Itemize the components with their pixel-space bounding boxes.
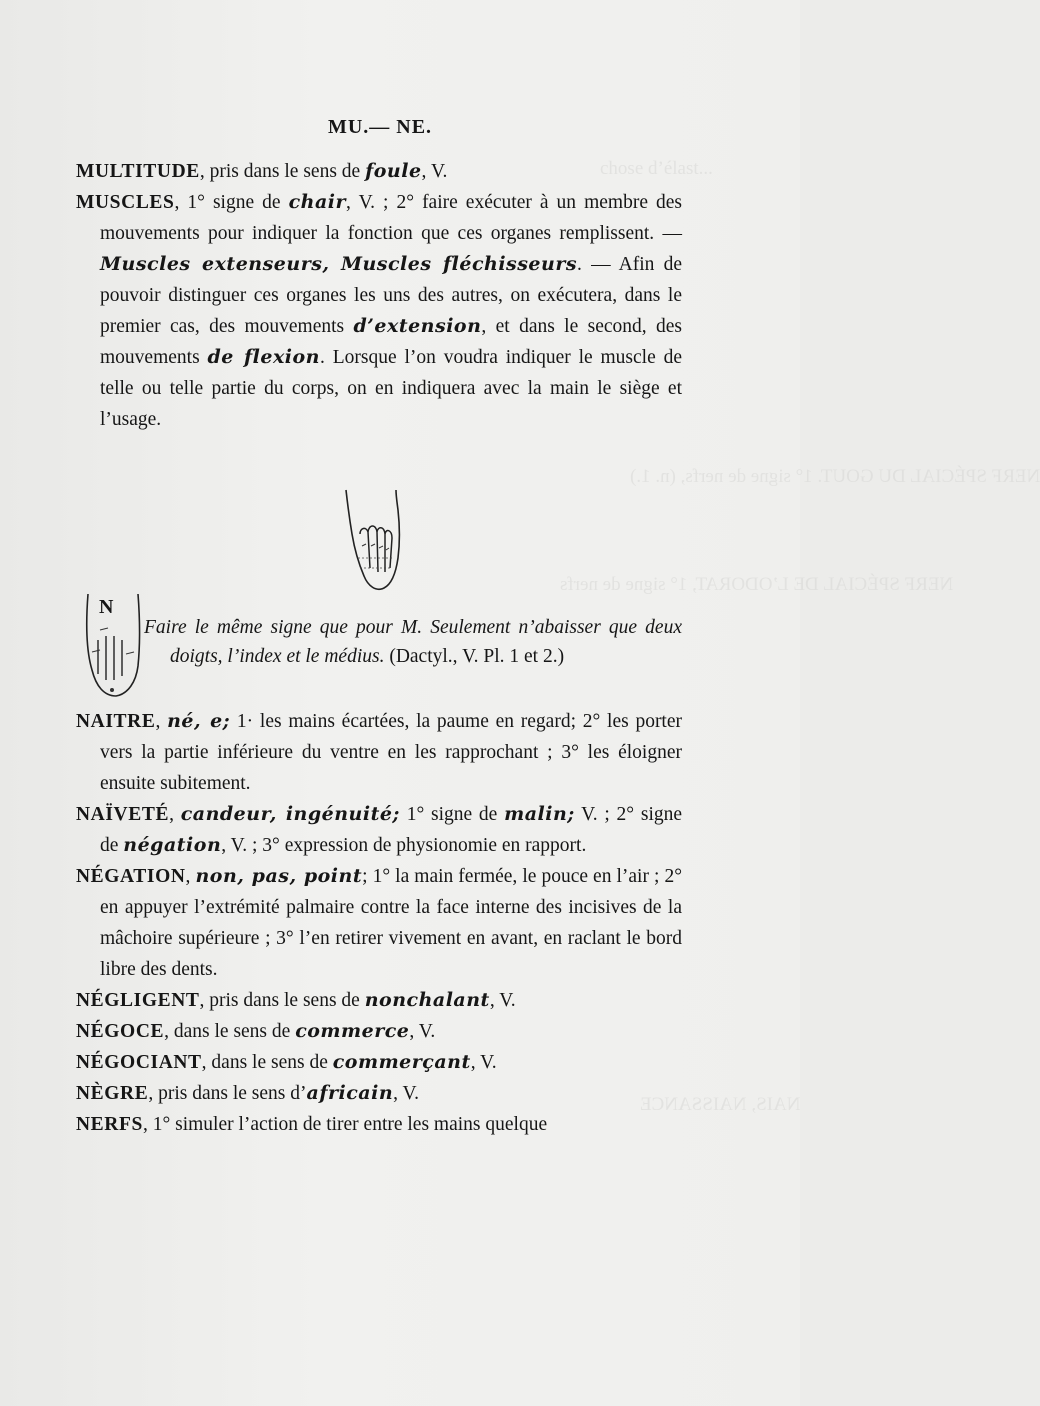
headword: NÉGATION [76,866,186,887]
entry-text: , pris dans le sens d’ [148,1083,307,1104]
cross-reference: malin; [504,803,575,825]
entry-text: 1· les mains écartées, la paume en regard; 2° les porter vers la partie inférieure du ventre en les rapprochant ; 3° les éloigner ensuite subitement. [100,711,682,794]
letter-n-glyph: N [99,596,114,618]
headword: NÉGLIGENT [76,990,200,1011]
headword: NÉGOCE [76,1021,165,1042]
entry-naivete [76,799,682,861]
bleed-through-text: NERF SPÉCIAL DU GOUT. 1° signe de nerfs, (n. 1.) [630,466,1040,487]
cross-reference: chair [288,191,347,213]
entry-naitre [76,706,682,799]
entry-muscles [76,187,682,435]
entry-text: , [169,804,181,825]
bleed-through-text: chose d’élast... [600,158,713,179]
cross-reference: de flexion [207,346,320,368]
entry-negociant [76,1047,682,1078]
headword: NÉGOCIANT [76,1052,202,1073]
entry-text: . — Afin de pouvoir distinguer ces organes les uns des autres, on exécutera, dans le premier cas, des mouvements [100,254,682,337]
bleed-through-text: NERF SPÉCIAL DE L’ODORAT, 1° signe de nerfs [560,574,954,595]
cross-reference: foule [365,160,422,182]
entry-text: , pris dans le sens de [199,990,365,1011]
cross-reference: candeur, ingénuité; [180,803,400,825]
entry-text: , [155,711,168,732]
headword: NERFS [76,1114,143,1135]
headword: NÈGRE [76,1083,149,1104]
entry-negation [76,861,682,985]
hand-sign-illustration [338,488,408,598]
dictionary-entries-bottom [76,706,682,1140]
entry-text: , 1° signe de [174,192,289,213]
entry-negoce [76,1016,682,1047]
entry-text: , V. [393,1083,419,1104]
letter-n-description [144,613,682,671]
entry-text: 1° signe de [399,804,505,825]
entry-text: , V. ; 3° expression de physionomie en rapport. [221,835,587,856]
entry-nerfs [76,1109,682,1140]
entry-multitude [76,156,682,187]
entry-text: , V. [470,1052,497,1073]
headword: MULTITUDE [76,161,200,182]
cross-reference: non, pas, point [195,865,363,887]
running-header: MU.— NE. [327,116,433,138]
cross-reference: né, e; [167,710,231,732]
entry-text: , dans le sens de [201,1052,333,1073]
entry-text: , pris dans le sens de [199,161,366,182]
cross-reference: commerçant [332,1051,471,1073]
cross-reference: négation [123,834,222,856]
dictionary-entries-top [76,156,682,435]
entry-text: , 1° simuler l’action de tirer entre les mains quelque [142,1114,548,1135]
entry-text: , et dans le second, des mouvements [100,316,682,368]
cross-reference: commerce [295,1020,410,1042]
sign-reference: (Dactyl., V. Pl. 1 et 2.) [384,646,565,667]
entry-negre [76,1078,682,1109]
entry-text: . Lorsque l’on voudra indiquer le muscle de telle ou telle partie du corps, on en indiquera avec la main le siège et l’usage. [100,347,683,430]
entry-text: , V. ; 2° faire exécuter à un membre des mouvements pour indiquer la fonction que ces organes remplissent. — [100,192,682,244]
bleed-through-text: NAIS, NAISSANCE [640,1094,801,1115]
headword: NAITRE [76,711,156,732]
sign-description: Faire le même signe que pour M. Seulement n’abaisser que deux doigts, l’index et le médius. [144,617,682,667]
cross-reference: Muscles extenseurs, Muscles fléchisseurs [100,253,578,275]
entry-negligent [76,985,682,1016]
entry-text: ; 1° la main fermée, le pouce en l’air ; 2° en appuyer l’extrémité palmaire contre la face interne des incisives de la mâchoire supérieure ; 3° l’en retirer vivement en avant, en raclant le bord libre des dents. [100,866,683,980]
entry-text: , V. [489,990,516,1011]
headword: NAÏVETÉ [76,804,170,825]
headword: MUSCLES [76,192,175,213]
cross-reference: africain [306,1082,394,1104]
entry-text: , dans le sens de [164,1021,296,1042]
entry-text: V. ; 2° signe de [100,804,683,856]
entry-text: , [185,866,196,887]
entry-text: , V. [421,161,448,182]
entry-text: , V. [409,1021,436,1042]
cross-reference: nonchalant [364,989,490,1011]
cross-reference: d’extension [353,315,482,337]
